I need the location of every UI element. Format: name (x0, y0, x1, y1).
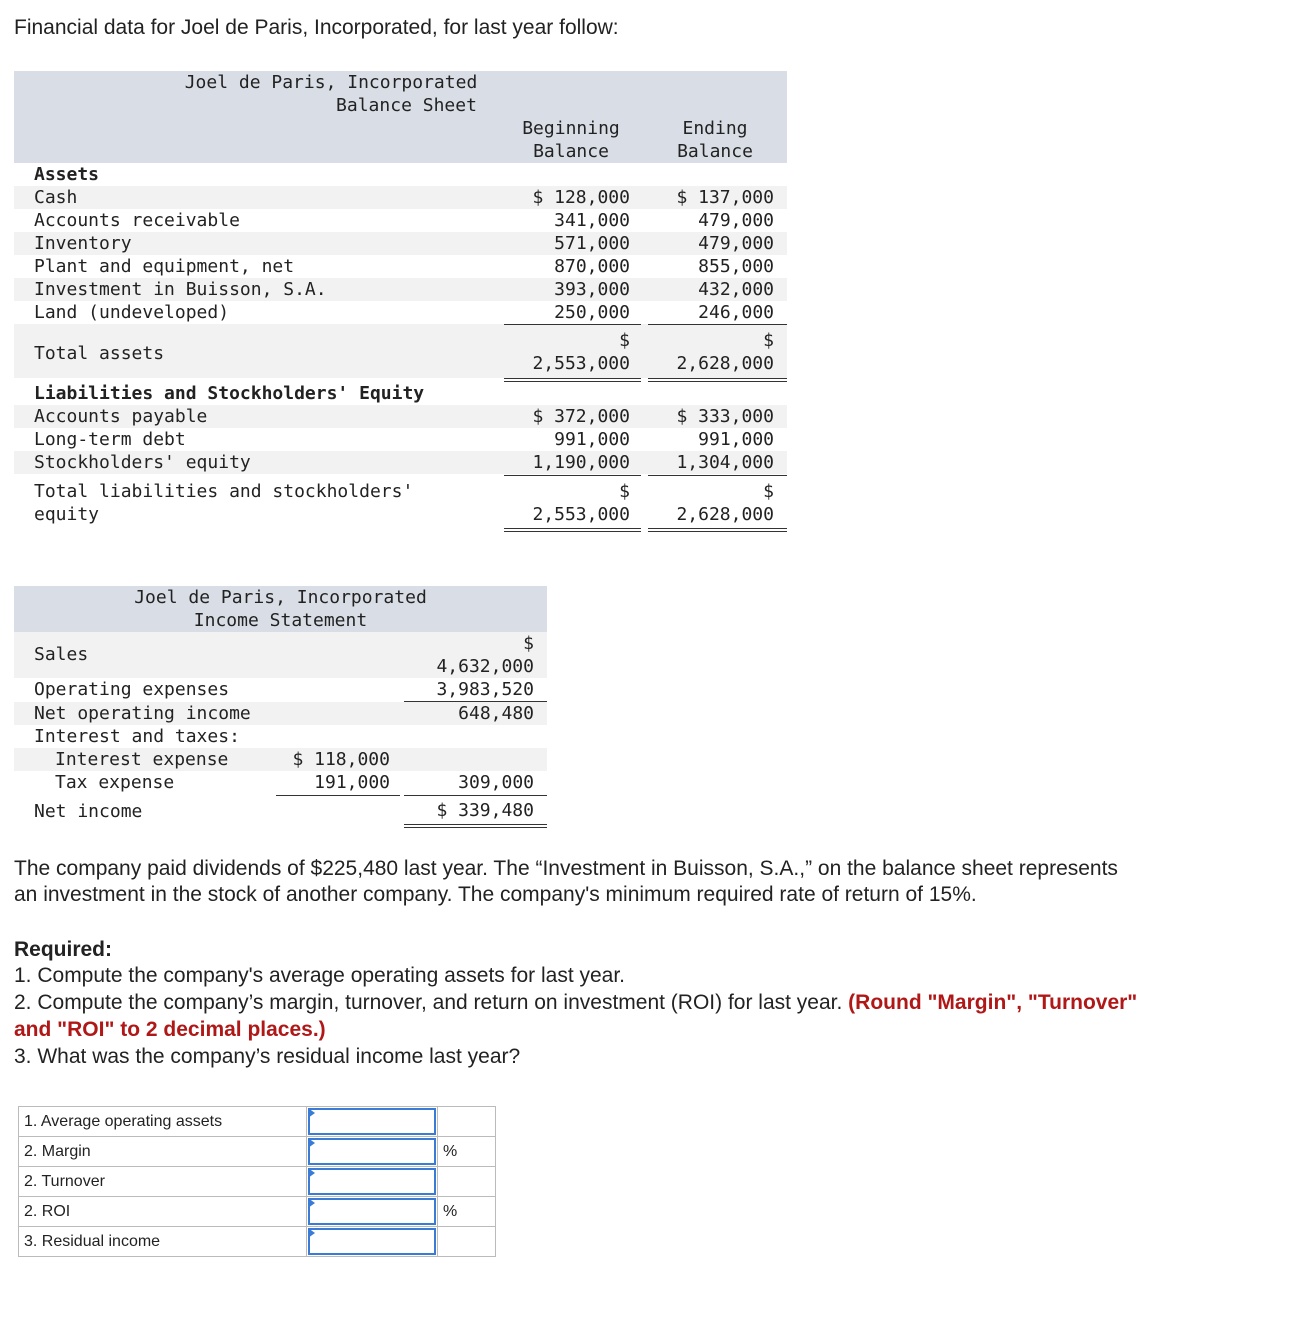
input-marker-icon (308, 1228, 315, 1238)
asset-label: Investment in Buisson, S.A. (34, 279, 327, 300)
asset-end: 246,000 (698, 302, 774, 323)
answer-row (19, 1107, 496, 1137)
double-rule (504, 528, 641, 529)
assets-heading: Assets (34, 164, 100, 185)
asset-begin: 571,000 (554, 233, 630, 254)
subtotal-rule (404, 701, 547, 702)
required-q2-text: 2. Compute the company’s margin, turnover, and return on investment (ROI) for last year. (14, 991, 849, 1014)
liability-label: Stockholders' equity (34, 452, 251, 473)
subtotal-rule (648, 324, 787, 325)
answer-unit (438, 1167, 496, 1197)
double-rule (648, 381, 787, 382)
input-box[interactable] (308, 1138, 436, 1165)
asset-end: 432,000 (698, 279, 774, 300)
asset-begin: 393,000 (554, 279, 630, 300)
tax-expense-label: Tax expense (55, 772, 175, 793)
answer-row (19, 1197, 496, 1227)
col-beginning-line2: Balance (533, 141, 609, 162)
answer-row (19, 1227, 496, 1257)
net-income-value: $ 339,480 (436, 800, 534, 821)
answer-row (19, 1137, 496, 1167)
required-q2 (14, 989, 1137, 1016)
liability-begin: 1,190,000 (532, 452, 630, 473)
interest-expense-value: $ 118,000 (292, 749, 390, 770)
average-operating-assets-input[interactable] (307, 1107, 438, 1137)
asset-label: Plant and equipment, net (34, 256, 295, 277)
asset-begin: 870,000 (554, 256, 630, 277)
total-assets-begin-currency: $ (619, 330, 630, 351)
col-ending-line2: Balance (677, 141, 753, 162)
asset-label: Cash (34, 187, 78, 208)
liability-begin: 991,000 (554, 429, 630, 450)
sales-currency: $ (523, 633, 534, 654)
total-liab-begin: 2,553,000 (532, 504, 630, 525)
input-box[interactable] (308, 1108, 436, 1135)
total-liab-end-currency: $ (763, 481, 774, 502)
total-liab-label-line1: Total liabilities and stockholders' (34, 481, 414, 502)
required-q3: 3. What was the company’s residual income last year? (14, 1045, 521, 1068)
required-q1: 1. Compute the company's average operating assets for last year. (14, 964, 626, 987)
total-liab-begin-currency: $ (619, 481, 630, 502)
income-statement-company: Joel de Paris, Incorporated (134, 587, 427, 608)
double-rule (404, 827, 547, 828)
liability-label: Accounts payable (34, 406, 208, 427)
asset-end: $ 137,000 (676, 187, 774, 208)
col-beginning-line1: Beginning (522, 118, 620, 139)
input-marker-icon (308, 1198, 315, 1208)
rounding-note: (Round "Margin", "Turnover" (848, 991, 1138, 1014)
roi-input[interactable] (307, 1197, 438, 1227)
asset-end: 855,000 (698, 256, 774, 277)
liability-label: Long-term debt (34, 429, 186, 450)
input-marker-icon (308, 1108, 315, 1118)
asset-begin: $ 128,000 (532, 187, 630, 208)
balance-sheet-company: Joel de Paris, Incorporated (184, 72, 478, 93)
sales-label: Sales (34, 644, 89, 665)
interest-taxes-label: Interest and taxes: (34, 726, 240, 747)
double-rule (648, 528, 787, 529)
liability-end: $ 333,000 (676, 406, 774, 427)
answer-label: 2. Turnover (19, 1167, 307, 1197)
opex-value: 3,983,520 (436, 679, 534, 700)
answer-label: 2. ROI (19, 1197, 307, 1227)
answer-label: 3. Residual income (19, 1227, 307, 1257)
balance-sheet-title: Balance Sheet (336, 95, 477, 116)
intro-text: Financial data for Joel de Paris, Incorporated, for last year follow: (14, 16, 619, 39)
sales-value: 4,632,000 (436, 656, 534, 677)
double-rule (404, 824, 547, 825)
subtotal-rule (276, 795, 400, 796)
input-box[interactable] (308, 1168, 436, 1195)
total-assets-label: Total assets (34, 343, 165, 364)
subtotal-rule (648, 475, 787, 476)
interest-taxes-total: 309,000 (458, 772, 534, 793)
net-income-label: Net income (34, 801, 143, 822)
answer-table (18, 1106, 496, 1257)
income-statement-title: Income Statement (193, 610, 368, 631)
double-rule (648, 378, 787, 379)
asset-begin: 341,000 (554, 210, 630, 231)
total-assets-begin: 2,553,000 (532, 353, 630, 374)
liability-end: 991,000 (698, 429, 774, 450)
input-marker-icon (308, 1138, 315, 1148)
asset-end: 479,000 (698, 233, 774, 254)
asset-begin: 250,000 (554, 302, 630, 323)
subtotal-rule (504, 324, 641, 325)
answer-row (19, 1167, 496, 1197)
liabilities-heading: Liabilities and Stockholders' Equity (34, 383, 425, 404)
total-assets-end: 2,628,000 (676, 353, 774, 374)
asset-label: Land (undeveloped) (34, 302, 230, 323)
answer-label: 2. Margin (19, 1137, 307, 1167)
interest-expense-label: Interest expense (55, 749, 229, 770)
answer-unit: % (438, 1137, 496, 1167)
subtotal-rule (504, 475, 641, 476)
asset-label: Inventory (34, 233, 132, 254)
opex-label: Operating expenses (34, 679, 230, 700)
noi-value: 648,480 (458, 703, 534, 724)
liability-end: 1,304,000 (676, 452, 774, 473)
answer-label: 1. Average operating assets (19, 1107, 307, 1137)
tax-expense-value: 191,000 (314, 772, 390, 793)
subtotal-rule (404, 795, 547, 796)
col-ending-line1: Ending (682, 118, 748, 139)
input-marker-icon (308, 1168, 315, 1178)
total-assets-end-currency: $ (763, 330, 774, 351)
asset-end: 479,000 (698, 210, 774, 231)
answer-unit: % (438, 1197, 496, 1227)
total-liab-end: 2,628,000 (676, 504, 774, 525)
double-rule (648, 531, 787, 532)
double-rule (504, 381, 641, 382)
asset-label: Accounts receivable (34, 210, 240, 231)
rounding-note-cont: and "ROI" to 2 decimal places.) (14, 1018, 326, 1041)
answer-unit (438, 1107, 496, 1137)
noi-label: Net operating income (34, 703, 251, 724)
dividends-paragraph-line2: an investment in the stock of another company. The company's minimum required rate of return of 15%. (14, 883, 977, 906)
double-rule (504, 378, 641, 379)
total-liab-label-line2: equity (34, 504, 100, 525)
required-heading: Required: (14, 938, 113, 961)
answer-unit (438, 1227, 496, 1257)
residual-income-input[interactable] (307, 1227, 438, 1257)
liability-begin: $ 372,000 (532, 406, 630, 427)
double-rule (504, 531, 641, 532)
input-box[interactable] (308, 1228, 436, 1255)
turnover-input[interactable] (307, 1167, 438, 1197)
input-box[interactable] (308, 1198, 436, 1225)
margin-input[interactable] (307, 1137, 438, 1167)
dividends-paragraph-line1: The company paid dividends of $225,480 last year. The “Investment in Buisson, S.A.,” on the balance sheet represents (14, 857, 1118, 880)
